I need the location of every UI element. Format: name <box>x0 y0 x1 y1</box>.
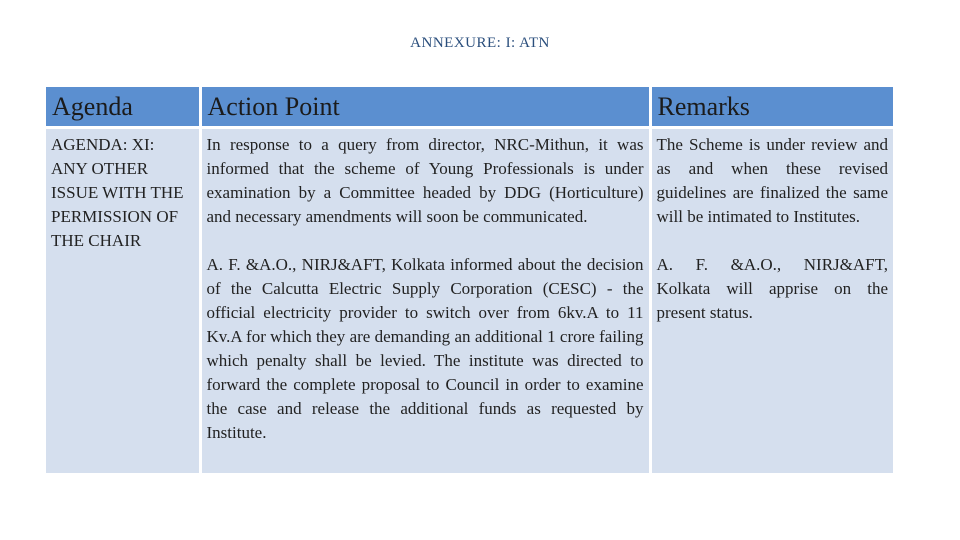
agenda-text: AGENDA: XI: ANY OTHER ISSUE WITH THE PERMISSION OF THE CHAIR <box>51 135 184 250</box>
page-title: ANNEXURE: I: ATN <box>410 35 550 51</box>
header-action-point: Action Point <box>200 87 650 128</box>
remarks-cell <box>650 128 893 474</box>
table-row <box>46 128 893 474</box>
agenda-cell <box>46 128 200 474</box>
action-point-cell <box>200 128 650 474</box>
action-point-2: A. F. &A.O., NIRJ&AFT, Kolkata informed about the decision of the Calcutta Electric Supply Corporation (CESC) - the official electricity provider to switch over from 6kv.A to 11 Kv.A for which they are demanding an additional 1 crore failing which penalty shall be levied. The institute was directed to forward the complete proposal to Council in order to examine the case and release the additional funds as requested by Institute. <box>206 255 644 442</box>
remark-2: A. F. &A.O., NIRJ&AFT, Kolkata will apprise on the present status. <box>656 255 888 322</box>
atn-table <box>46 87 893 473</box>
header-remarks: Remarks <box>650 87 893 128</box>
table-header-row <box>46 87 893 128</box>
action-point-1: In response to a query from director, NRC-Mithun, it was informed that the scheme of Young Professionals is under examination by a Committee headed by DDG (Horticulture) and necessary amendments will soon be communicated. <box>206 135 644 226</box>
header-agenda: Agenda <box>46 87 200 128</box>
remark-1: The Scheme is under review and as and when these revised guidelines are finalized the same will be intimated to Institutes. <box>656 135 888 226</box>
